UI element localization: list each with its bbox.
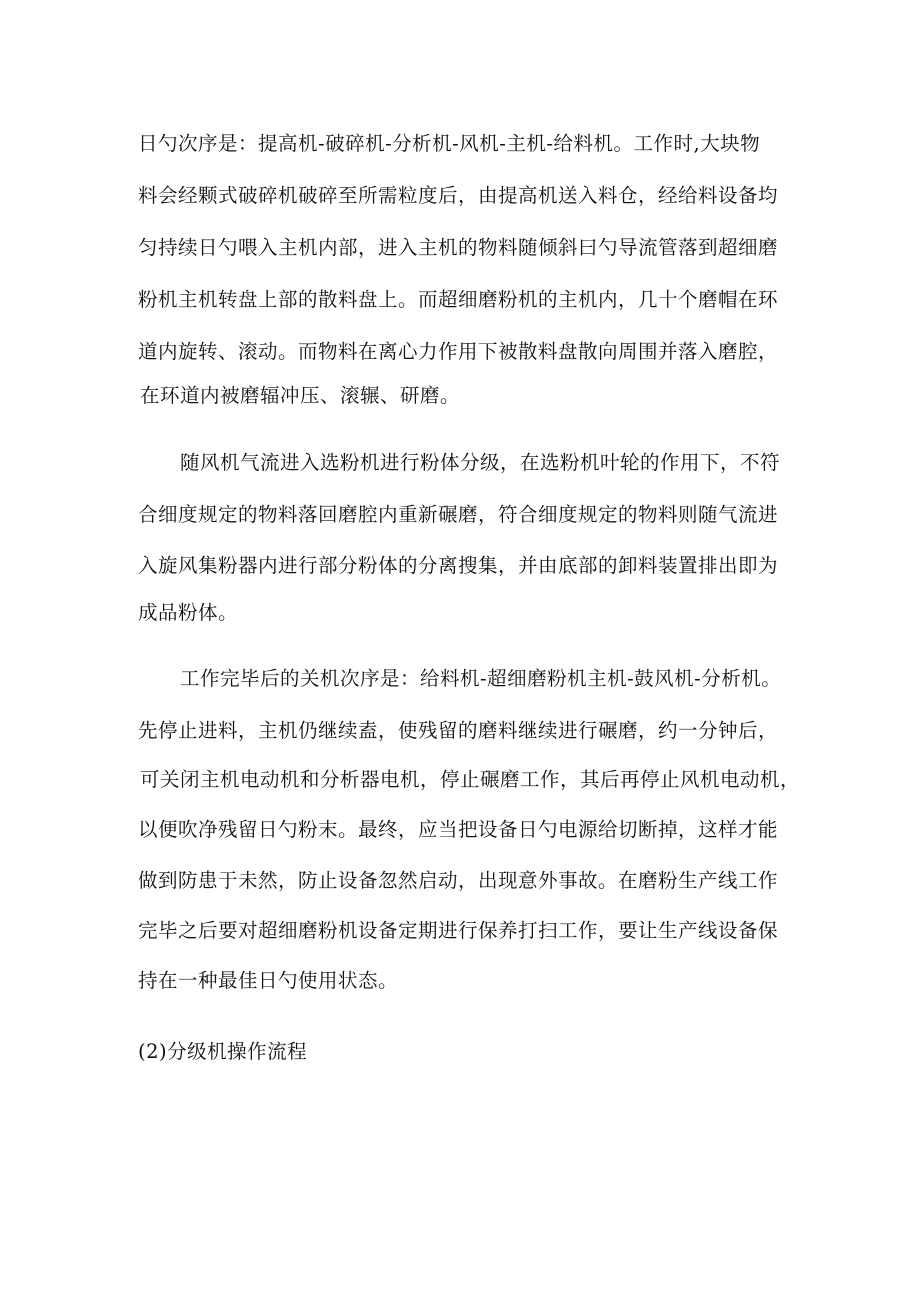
paragraph-3-line-6: 完毕之后要对超细磨粉机设备定期进行保养打扫工作，要让生产线设备保 <box>138 919 779 942</box>
paragraph-3-line-5: 做到防患于未然，防止设备忽然启动，出现意外事故。在磨粉生产线工作 <box>138 869 779 892</box>
paragraph-2-line-4: 成品粉体。 <box>138 601 239 624</box>
paragraph-3-line-7: 持在一种最佳日勺使用状态。 <box>138 969 399 992</box>
paragraph-1-line-6: 在环道内被磨辐冲压、滚辗、研磨。 <box>140 384 461 407</box>
section-heading: (2)分级机操作流程 <box>138 1040 308 1063</box>
paragraph-1-line-1: 日勺次序是：提高机-破碎机-分析机-风机-主机-给料机。工作时,大块物 <box>138 132 761 155</box>
paragraph-2-line-2: 合细度规定的物料落回磨腔内重新碾磨，符合细度规定的物料则随气流进 <box>138 503 779 526</box>
paragraph-2-line-1: 随风机气流进入选粉机进行粉体分级，在选粉机叶轮的作用下，不符 <box>180 451 781 474</box>
paragraph-3-line-3: 可关闭主机电动机和分析器电机，停止碾磨工作，其后再停止风机电动机， <box>140 768 801 791</box>
paragraph-1-line-4: 粉机主机转盘上部的散料盘上。而超细磨粉机的主机内，几十个磨帽在环 <box>138 288 779 311</box>
paragraph-1-line-5: 道内旋转、滚动。而物料在离心力作用下被散料盘散向周围并落入磨腔， <box>138 340 779 363</box>
paragraph-3-line-4: 以便吹净残留日勺粉末。最终，应当把设备日勺电源给切断掉，这样才能 <box>138 818 779 841</box>
paragraph-2-line-3: 入旋风集粉器内进行部分粉体的分离搜集，并由底部的卸料装置排出即为 <box>138 554 779 577</box>
paragraph-1-line-2: 料会经颗式破碎机破碎至所需粒度后，由提高机送入料仓，经给料设备均 <box>138 184 779 207</box>
paragraph-1-line-3: 匀持续日勺喂入主机内部，进入主机的物料随倾斜曰勺导流管落到超细磨 <box>138 236 779 259</box>
paragraph-3-line-1: 工作完毕后的关机次序是：给料机-超细磨粉机主机-鼓风机-分析机。 <box>180 667 782 690</box>
paragraph-3-line-2: 先停止进料，主机仍继续盍，使残留的磨料继续进行碾磨，约一分钟后， <box>138 719 779 742</box>
